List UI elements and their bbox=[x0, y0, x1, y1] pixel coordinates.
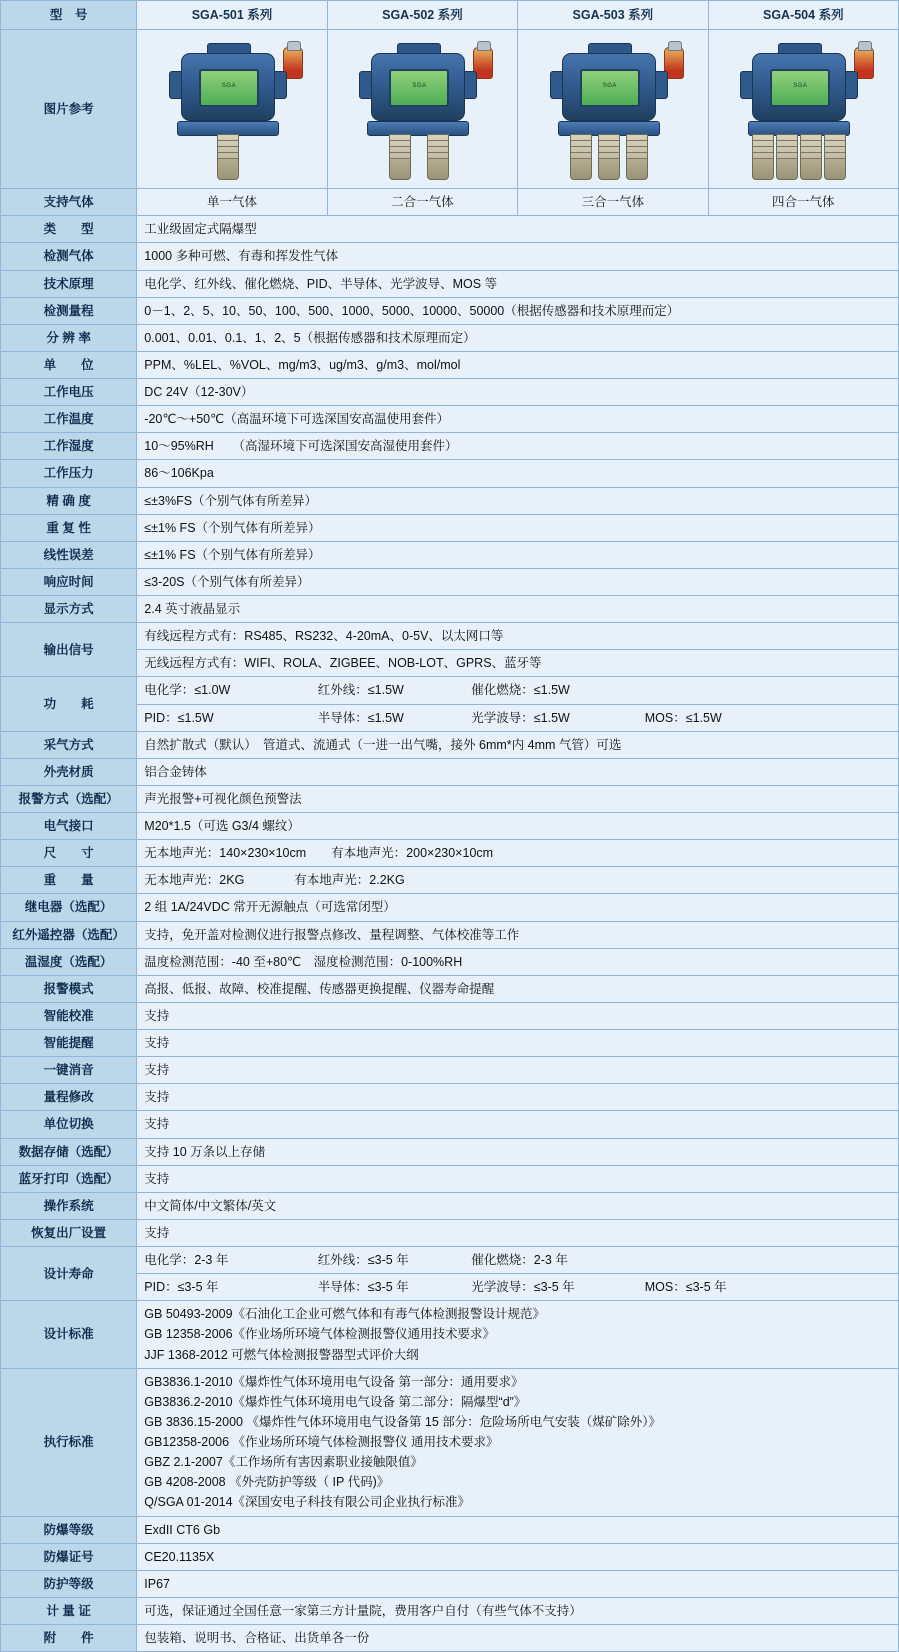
table-row-principle bbox=[1, 270, 899, 297]
table-row-linearity bbox=[1, 541, 899, 568]
row-label-ex-cert: 防爆证号 bbox=[1, 1543, 137, 1570]
output-signal-wireless: 无线远程方式有：WIFI、ROLA、ZIGBEE、NOB-LOT、GPRS、蓝牙等 bbox=[137, 650, 899, 677]
row-value-work-temp: -20℃～+50℃（高温环境下可选深国安高温使用套件） bbox=[137, 406, 899, 433]
power-key-electrochemical: 电化学： bbox=[144, 683, 195, 698]
table-row-metering-cert bbox=[1, 1597, 899, 1624]
row-label-ex-rating: 防爆等级 bbox=[1, 1516, 137, 1543]
row-value-os: 中文简体/中文繁体/英文 bbox=[137, 1192, 899, 1219]
row-label-smart-reminder: 智能提醒 bbox=[1, 1030, 137, 1057]
exec-standard-line-1: GB3836.1-2010《爆炸性气体环境用电气设备 第一部分：通用要求》 bbox=[144, 1374, 524, 1389]
row-label-power: 功 耗 bbox=[1, 677, 137, 731]
table-row-bluetooth-print bbox=[1, 1165, 899, 1192]
row-value-metering-cert: 可选，保证通过全国任意一家第三方计量院，费用客户自付（有些气体不支持） bbox=[137, 1597, 899, 1624]
row-value-range: 0－1、2、5、10、50、100、500、1000、5000、10000、50000（根据传感器和技术原理而定） bbox=[137, 297, 899, 324]
row-label-relay: 继电器（选配） bbox=[1, 894, 137, 921]
row-value-ir-remote: 支持，免开盖对检测仪进行报警点修改、量程调整、气体校准等工作 bbox=[137, 921, 899, 948]
exec-standard-line-5: GBZ 2.1-2007《工作场所有害因素职业接触限值》 bbox=[144, 1455, 423, 1470]
lifetime-key-mos: MOS： bbox=[644, 1280, 686, 1295]
exec-standard-line-6: GB 4208-2008 《外壳防护等级（ IP 代码)》 bbox=[144, 1475, 390, 1490]
table-row-data-storage bbox=[1, 1138, 899, 1165]
row-value-unit-switch: 支持 bbox=[137, 1111, 899, 1138]
table-row-voltage bbox=[1, 379, 899, 406]
device-image-503 bbox=[518, 30, 708, 189]
row-label-electrical-interface: 电气接口 bbox=[1, 813, 137, 840]
table-row-unit bbox=[1, 351, 899, 378]
table-row-factory-reset bbox=[1, 1219, 899, 1246]
row-value-accuracy: ≤±3%FS（个别气体有所差异） bbox=[137, 487, 899, 514]
row-value-range-modify: 支持 bbox=[137, 1084, 899, 1111]
table-row-type bbox=[1, 216, 899, 243]
row-value-repeatability: ≤±1% FS（个别气体有所差异） bbox=[137, 514, 899, 541]
gas-support-503: 三合一气体 bbox=[518, 189, 708, 216]
row-value-accessories: 包装箱、说明书、合格证、出货单各一份 bbox=[137, 1625, 899, 1652]
row-value-response-time: ≤3-20S（个别气体有所差异） bbox=[137, 568, 899, 595]
gas-detector-illustration-3 bbox=[528, 37, 698, 182]
table-row-weight bbox=[1, 867, 899, 894]
row-label-detect-gas: 检测气体 bbox=[1, 243, 137, 270]
table-row-gas-support bbox=[1, 189, 899, 216]
lcd-text: SGA bbox=[221, 82, 237, 89]
lcd-text: SGA bbox=[602, 82, 617, 89]
row-label-size: 尺 寸 bbox=[1, 840, 137, 867]
row-value-electrical-interface: M20*1.5（可选 G3/4 螺纹） bbox=[137, 813, 899, 840]
row-value-ex-rating: ExdII CT6 Gb bbox=[137, 1516, 899, 1543]
row-value-weight: 无本地声光：2KG 有本地声光：2.2KG bbox=[137, 867, 899, 894]
power-value-pid: ≤1.5W bbox=[177, 710, 214, 725]
row-value-ip-rating: IP67 bbox=[137, 1570, 899, 1597]
row-value-alarm-mode: 高报、低报、故障、校准提醒、传感器更换提醒、仪器寿命提醒 bbox=[137, 975, 899, 1002]
power-key-mos: MOS： bbox=[644, 710, 686, 725]
sensor-probe-icon bbox=[389, 134, 411, 180]
row-label-sampling: 采气方式 bbox=[1, 731, 137, 758]
row-value-unit: PPM、%LEL、%VOL、mg/m3、ug/m3、g/m3、mol/mol bbox=[137, 351, 899, 378]
table-row-smart-reminder bbox=[1, 1030, 899, 1057]
row-label-type: 类 型 bbox=[1, 216, 137, 243]
row-label-image-reference: 图片参考 bbox=[1, 30, 137, 189]
power-key-semiconductor: 半导体： bbox=[317, 710, 368, 725]
row-value-exec-standard bbox=[137, 1368, 899, 1516]
row-label-voltage: 工作电压 bbox=[1, 379, 137, 406]
row-value-sampling: 自然扩散式（默认） 管道式、流通式（一进一出气嘴，接外 6mm*内 4mm 气管）可选 bbox=[137, 731, 899, 758]
table-row-model bbox=[1, 1, 899, 30]
row-value-voltage: DC 24V（12-30V） bbox=[137, 379, 899, 406]
row-label-weight: 重 量 bbox=[1, 867, 137, 894]
exec-standard-line-7: Q/SGA 01-2014《深国安电子科技有限公司企业执行标准》 bbox=[144, 1495, 471, 1510]
row-value-factory-reset: 支持 bbox=[137, 1219, 899, 1246]
table-row-response-time bbox=[1, 568, 899, 595]
row-label-factory-reset: 恢复出厂设置 bbox=[1, 1219, 137, 1246]
power-value-electrochemical: ≤1.0W bbox=[194, 683, 231, 698]
sensor-probe-icon bbox=[217, 134, 239, 180]
row-label-unit-switch: 单位切换 bbox=[1, 1111, 137, 1138]
row-value-design-standard bbox=[137, 1301, 899, 1368]
row-label-metering-cert: 计 量 证 bbox=[1, 1597, 137, 1624]
row-value-display: 2.4 英寸液晶显示 bbox=[137, 596, 899, 623]
table-row-ex-cert bbox=[1, 1543, 899, 1570]
gas-detector-illustration-4 bbox=[718, 37, 888, 182]
row-label-bluetooth-print: 蓝牙打印（选配） bbox=[1, 1165, 137, 1192]
table-row-repeatability bbox=[1, 514, 899, 541]
table-row-images bbox=[1, 30, 899, 189]
table-row-range-modify bbox=[1, 1084, 899, 1111]
exec-standard-line-2: GB3836.2-2010《爆炸性气体环境用电气设备 第二部分：隔爆型“d”》 bbox=[144, 1394, 527, 1409]
lifetime-value-catalytic: 2-3 年 bbox=[533, 1253, 568, 1267]
table-row-ex-rating bbox=[1, 1516, 899, 1543]
device-image-502 bbox=[327, 30, 517, 189]
row-value-smart-calibration: 支持 bbox=[137, 1002, 899, 1029]
table-row-accessories bbox=[1, 1625, 899, 1652]
table-row-smart-calibration bbox=[1, 1002, 899, 1029]
row-label-ir-remote: 红外遥控器（选配） bbox=[1, 921, 137, 948]
model-502: SGA-502 系列 bbox=[327, 1, 517, 30]
row-label-smart-calibration: 智能校准 bbox=[1, 1002, 137, 1029]
power-value-catalytic: ≤1.5W bbox=[533, 683, 570, 698]
lifetime-line-1 bbox=[137, 1247, 899, 1274]
table-row-lifetime-line1 bbox=[1, 1247, 899, 1274]
manifold-bar-icon bbox=[367, 121, 469, 136]
lifetime-key-infrared: 红外线： bbox=[317, 1253, 368, 1267]
table-row-accuracy bbox=[1, 487, 899, 514]
row-label-exec-standard: 执行标准 bbox=[1, 1368, 137, 1516]
row-label-one-key-mute: 一键消音 bbox=[1, 1057, 137, 1084]
row-label-resolution: 分 辨 率 bbox=[1, 324, 137, 351]
row-label-repeatability: 重 复 性 bbox=[1, 514, 137, 541]
power-value-semiconductor: ≤1.5W bbox=[367, 710, 404, 725]
row-label-temp-humidity: 温湿度（选配） bbox=[1, 948, 137, 975]
row-value-data-storage: 支持 10 万条以上存储 bbox=[137, 1138, 899, 1165]
sensor-probe-icon bbox=[800, 134, 822, 180]
row-label-accuracy: 精 确 度 bbox=[1, 487, 137, 514]
table-row-temp-humidity bbox=[1, 948, 899, 975]
sensor-probe-icon bbox=[626, 134, 648, 180]
table-row-one-key-mute bbox=[1, 1057, 899, 1084]
model-501: SGA-501 系列 bbox=[137, 1, 327, 30]
lifetime-value-mos: ≤3-5 年 bbox=[685, 1280, 727, 1295]
row-value-ex-cert: CE20.1135X bbox=[137, 1543, 899, 1570]
power-value-optical-waveguide: ≤1.5W bbox=[533, 710, 570, 725]
lifetime-key-optical-waveguide: 光学波导： bbox=[471, 1280, 534, 1295]
row-value-type: 工业级固定式隔爆型 bbox=[137, 216, 899, 243]
row-label-alarm-method: 报警方式（选配） bbox=[1, 785, 137, 812]
lifetime-key-semiconductor: 半导体： bbox=[317, 1280, 368, 1295]
lifetime-value-optical-waveguide: ≤3-5 年 bbox=[533, 1280, 575, 1295]
table-row-alarm-method bbox=[1, 785, 899, 812]
table-row-output-signal-wired bbox=[1, 623, 899, 650]
design-standard-line-1: GB 50493-2009《石油化工企业可燃气体和有毒气体检测报警设计规范》 bbox=[144, 1307, 546, 1322]
device-image-504 bbox=[708, 30, 898, 189]
table-row-work-humidity bbox=[1, 433, 899, 460]
row-value-size: 无本地声光：140×230×10cm 有本地声光：200×230×10cm bbox=[137, 840, 899, 867]
row-value-linearity: ≤±1% FS（个别气体有所差异） bbox=[137, 541, 899, 568]
gas-support-501: 单一气体 bbox=[137, 189, 327, 216]
row-label-design-standard: 设计标准 bbox=[1, 1301, 137, 1368]
exec-standard-line-4: GB12358-2006 《作业场所环境气体检测报警仪 通用技术要求》 bbox=[144, 1435, 499, 1449]
power-key-optical-waveguide: 光学波导： bbox=[471, 710, 534, 725]
lcd-display-icon bbox=[389, 69, 449, 107]
table-row-power-line1 bbox=[1, 677, 899, 704]
row-value-bluetooth-print: 支持 bbox=[137, 1165, 899, 1192]
power-line-1 bbox=[137, 677, 899, 704]
row-label-model: 型 号 bbox=[1, 1, 137, 30]
table-row-shell-material bbox=[1, 758, 899, 785]
model-504: SGA-504 系列 bbox=[708, 1, 898, 30]
row-value-principle: 电化学、红外线、催化燃烧、PID、半导体、光学波导、MOS 等 bbox=[137, 270, 899, 297]
table-row-electrical-interface bbox=[1, 813, 899, 840]
table-row-ir-remote bbox=[1, 921, 899, 948]
power-key-pid: PID： bbox=[144, 710, 178, 725]
table-row-ip-rating bbox=[1, 1570, 899, 1597]
power-key-infrared: 红外线： bbox=[317, 683, 368, 698]
lifetime-key-electrochemical: 电化学： bbox=[144, 1253, 195, 1267]
output-signal-wired: 有线远程方式有：RS485、RS232、4-20mA、0-5V、以太网口等 bbox=[137, 623, 899, 650]
row-label-output-signal: 输出信号 bbox=[1, 623, 137, 677]
gas-support-504: 四合一气体 bbox=[708, 189, 898, 216]
power-value-mos: ≤1.5W bbox=[685, 710, 722, 725]
lifetime-value-semiconductor: ≤3-5 年 bbox=[367, 1280, 409, 1295]
row-value-detect-gas: 1000 多种可燃、有毒和挥发性气体 bbox=[137, 243, 899, 270]
row-value-resolution: 0.001、0.01、0.1、1、2、5（根据传感器和技术原理而定） bbox=[137, 324, 899, 351]
table-row-alarm-mode bbox=[1, 975, 899, 1002]
design-standard-line-2: GB 12358-2006《作业场所环境气体检测报警仪通用技术要求》 bbox=[144, 1327, 496, 1342]
lifetime-value-pid: ≤3-5 年 bbox=[177, 1280, 219, 1295]
lcd-display-icon bbox=[580, 69, 640, 107]
row-label-ip-rating: 防护等级 bbox=[1, 1570, 137, 1597]
lcd-text: SGA bbox=[793, 82, 808, 89]
row-value-smart-reminder: 支持 bbox=[137, 1030, 899, 1057]
sensor-probe-icon bbox=[598, 134, 620, 180]
table-row-display bbox=[1, 596, 899, 623]
lifetime-key-pid: PID： bbox=[144, 1280, 178, 1295]
row-label-work-humidity: 工作湿度 bbox=[1, 433, 137, 460]
row-label-principle: 技术原理 bbox=[1, 270, 137, 297]
table-row-range bbox=[1, 297, 899, 324]
row-label-shell-material: 外壳材质 bbox=[1, 758, 137, 785]
lifetime-value-electrochemical: 2-3 年 bbox=[194, 1253, 229, 1267]
row-value-temp-humidity: 温度检测范围：-40 至+80℃ 湿度检测范围：0-100%RH bbox=[137, 948, 899, 975]
table-row-relay bbox=[1, 894, 899, 921]
table-row-work-pressure bbox=[1, 460, 899, 487]
row-value-shell-material: 铝合金铸体 bbox=[137, 758, 899, 785]
row-label-work-temp: 工作温度 bbox=[1, 406, 137, 433]
row-label-lifetime: 设计寿命 bbox=[1, 1247, 137, 1301]
row-value-work-humidity: 10～95%RH （高湿环境下可选深国安高湿使用套件） bbox=[137, 433, 899, 460]
row-label-data-storage: 数据存储（选配） bbox=[1, 1138, 137, 1165]
power-key-catalytic: 催化燃烧： bbox=[471, 683, 534, 698]
row-label-response-time: 响应时间 bbox=[1, 568, 137, 595]
table-row-sampling bbox=[1, 731, 899, 758]
row-label-linearity: 线性误差 bbox=[1, 541, 137, 568]
lcd-text: SGA bbox=[412, 82, 427, 89]
exec-standard-line-3: GB 3836.15-2000 《爆炸性气体环境用电气设备第 15 部分：危险场所电气安装（煤矿除外）》 bbox=[144, 1414, 662, 1429]
table-row-detect-gas bbox=[1, 243, 899, 270]
row-label-range-modify: 量程修改 bbox=[1, 1084, 137, 1111]
power-value-infrared: ≤1.5W bbox=[367, 683, 404, 698]
row-label-work-pressure: 工作压力 bbox=[1, 460, 137, 487]
table-row-resolution bbox=[1, 324, 899, 351]
row-label-unit: 单 位 bbox=[1, 351, 137, 378]
lifetime-value-infrared: ≤3-5 年 bbox=[367, 1253, 409, 1267]
sensor-probe-icon bbox=[752, 134, 774, 180]
device-image-501 bbox=[137, 30, 327, 189]
power-line-2 bbox=[137, 704, 899, 731]
table-row-exec-standard bbox=[1, 1368, 899, 1516]
sensor-probe-icon bbox=[776, 134, 798, 180]
row-label-os: 操作系统 bbox=[1, 1192, 137, 1219]
row-label-alarm-mode: 报警模式 bbox=[1, 975, 137, 1002]
table-row-size bbox=[1, 840, 899, 867]
lcd-display-icon bbox=[199, 69, 259, 107]
gas-detector-illustration-2 bbox=[337, 37, 507, 182]
design-standard-line-3: JJF 1368-2012 可燃气体检测报警器型式评价大纲 bbox=[144, 1347, 419, 1362]
row-label-accessories: 附 件 bbox=[1, 1625, 137, 1652]
row-value-alarm-method: 声光报警+可视化颜色预警法 bbox=[137, 785, 899, 812]
sensor-probe-icon bbox=[570, 134, 592, 180]
row-label-gas-support: 支持气体 bbox=[1, 189, 137, 216]
gas-support-502: 二合一气体 bbox=[327, 189, 517, 216]
lifetime-line-2 bbox=[137, 1274, 899, 1301]
row-value-work-pressure: 86～106Kpa bbox=[137, 460, 899, 487]
lcd-display-icon bbox=[770, 69, 830, 107]
row-label-range: 检测量程 bbox=[1, 297, 137, 324]
row-value-relay: 2 组 1A/24VDC 常开无源触点（可选常闭型） bbox=[137, 894, 899, 921]
sensor-probe-icon bbox=[824, 134, 846, 180]
table-row-os bbox=[1, 1192, 899, 1219]
model-503: SGA-503 系列 bbox=[518, 1, 708, 30]
lifetime-key-catalytic: 催化燃烧： bbox=[471, 1253, 534, 1267]
table-row-unit-switch bbox=[1, 1111, 899, 1138]
gas-detector-illustration-1 bbox=[147, 37, 317, 182]
row-label-display: 显示方式 bbox=[1, 596, 137, 623]
row-value-one-key-mute: 支持 bbox=[137, 1057, 899, 1084]
sensor-probe-icon bbox=[427, 134, 449, 180]
table-row-work-temp bbox=[1, 406, 899, 433]
table-row-design-standard bbox=[1, 1301, 899, 1368]
